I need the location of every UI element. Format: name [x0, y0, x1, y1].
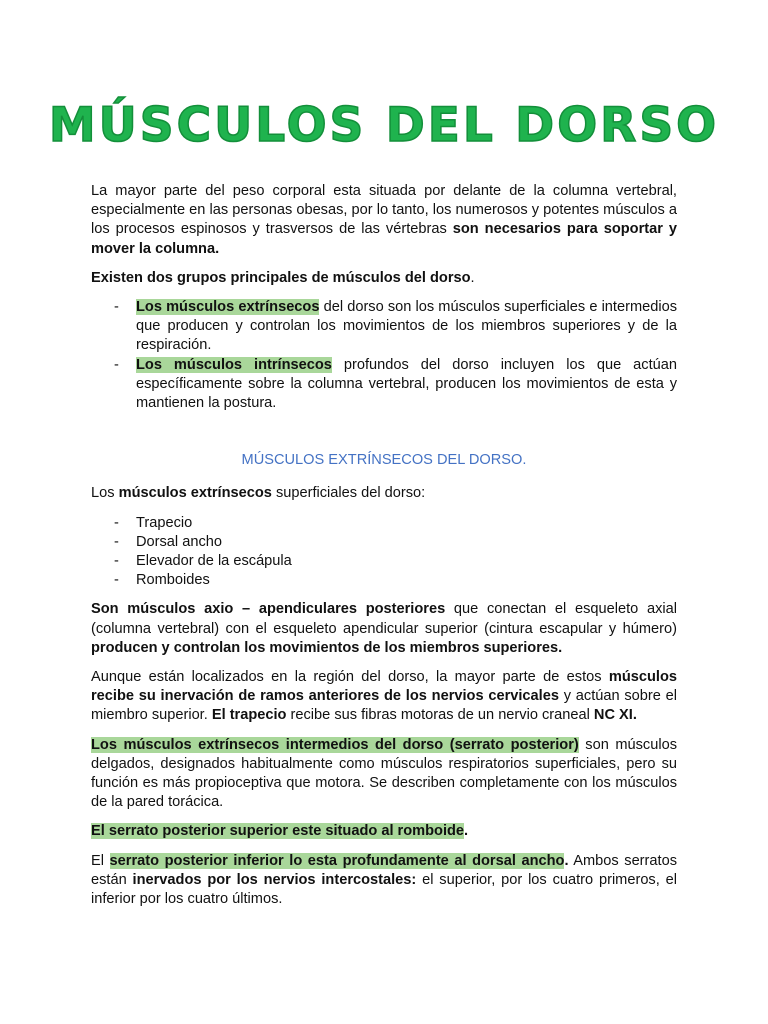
- list-item: [91, 356, 677, 414]
- innervation-paragraph: [91, 668, 677, 726]
- intro-paragraph: [91, 182, 677, 259]
- dash-marker: -: [114, 572, 119, 589]
- list-item-text: Trapecio: [136, 514, 193, 531]
- list-item: [91, 552, 677, 571]
- groups-intro-end: .: [470, 269, 475, 286]
- document-body: [91, 182, 677, 919]
- serrato-superior-paragraph: [91, 822, 677, 841]
- intro-bold: son necesarios para soportar y mover la columna.: [91, 221, 678, 257]
- list-item-text: profundos del dorso incluyen los que actúan específicamente sobre la columna vertebral, producen los movimientos de esta y mantienen la postura.: [136, 356, 677, 412]
- innervation-text-2: y actúan sobre el miembro superior.: [91, 688, 677, 724]
- list-item: [91, 298, 677, 356]
- axio-bold-1: Son músculos axio – apendiculares posteriores: [91, 601, 446, 618]
- list-item-text: del dorso son los músculos superficiales e intermedios que producen y controlan los movimientos de los miembros superiores y de la respiración.: [136, 299, 677, 354]
- serrato-inferior-mid-text: Ambos serratos están: [91, 852, 677, 888]
- dash-marker: -: [114, 533, 119, 550]
- highlight-text: Los músculos intrínsecos: [136, 356, 332, 373]
- dash-marker: -: [114, 299, 119, 316]
- serrato-inferior-mid-bold: .: [564, 852, 569, 869]
- list-item: [91, 514, 677, 533]
- superficial-intro-paragraph: [91, 484, 677, 503]
- intermediate-highlight: Los músculos extrínsecos intermedios del dorso (serrato posterior): [91, 736, 579, 753]
- serrato-inferior-highlight: serrato posterior inferior lo esta profundamente al dorsal ancho: [109, 852, 565, 869]
- innervation-bold-2: El trapecio: [211, 707, 287, 724]
- innervation-bold-3: NC XI.: [593, 707, 637, 724]
- serrato-superior-end: .: [464, 823, 469, 840]
- list-item-text: Elevador de la escápula: [136, 553, 292, 570]
- groups-intro-paragraph: [91, 269, 677, 288]
- superficial-list: [91, 514, 677, 591]
- serrato-inferior-bold: inervados por los nervios intercostales:: [132, 871, 417, 888]
- dash-marker: -: [114, 356, 119, 373]
- list-item: [91, 533, 677, 552]
- section-heading: MÚSCULOS EXTRÍNSECOS DEL DORSO.: [241, 452, 527, 469]
- intermediate-text: son músculos delgados, designados habitualmente como músculos respiratorios superficiales, pero su función es más propioceptiva que motora. Se describen completamente con los músculos de la pared torácica.: [91, 736, 677, 811]
- page-title: MÚSCULOS DEL DORSO: [48, 98, 720, 153]
- list-item: [91, 571, 677, 590]
- list-item-text: Dorsal ancho: [136, 533, 222, 550]
- axio-bold-2: producen y controlan los movimientos de los miembros superiores.: [91, 639, 563, 656]
- list-item-text: Romboides: [136, 572, 210, 589]
- superficial-intro-pre: Los: [91, 485, 119, 502]
- serrato-inferior-paragraph: [91, 852, 677, 910]
- axio-paragraph: [91, 600, 677, 658]
- innervation-text-1: Aunque están localizados en la región del dorso, la mayor parte de estos: [91, 669, 609, 686]
- serrato-superior-highlight: El serrato posterior superior este situado al romboide: [91, 823, 465, 840]
- serrato-inferior-post: el superior, por los cuatro primeros, el inferior por los cuatro últimos.: [91, 871, 677, 908]
- highlight-text: Los músculos extrínsecos: [136, 299, 320, 316]
- superficial-intro-bold: músculos extrínsecos: [118, 485, 272, 502]
- dash-marker: -: [114, 514, 119, 531]
- innervation-text-3: recibe sus fibras motoras de un nervio craneal: [286, 707, 594, 724]
- intermediate-paragraph: [91, 736, 677, 813]
- groups-intro-bold: Existen dos grupos principales de músculos del dorso: [91, 269, 471, 286]
- serrato-inferior-pre: El: [91, 852, 110, 869]
- innervation-bold-1: músculos recibe su inervación de ramos anteriores de los nervios cervicales: [91, 669, 677, 705]
- superficial-intro-post: superficiales del dorso:: [271, 485, 426, 502]
- intro-text: La mayor parte del peso corporal esta situada por delante de la columna vertebral, especialmente en las personas obesas, por lo tanto, los numerosos y potentes músculos a los procesos espinosos y trasversos de las vértebras: [91, 183, 677, 238]
- dash-marker: -: [114, 553, 119, 570]
- axio-text: que conectan el esqueleto axial (columna vertebral) con el esqueleto apendicular superior (cintura escapular y húmero): [91, 601, 677, 637]
- groups-list: [91, 298, 677, 413]
